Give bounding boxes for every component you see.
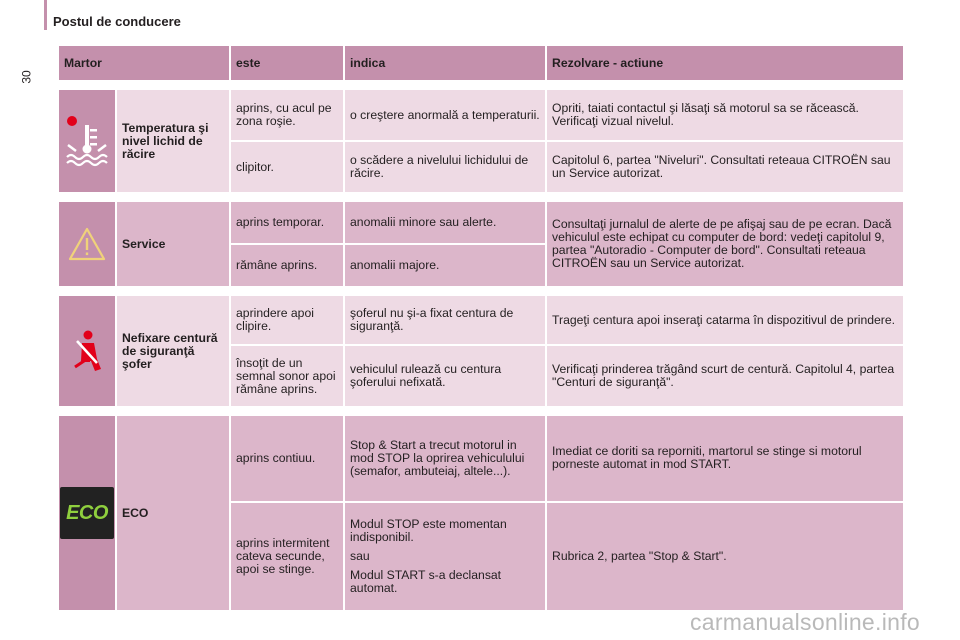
cell-indica [343, 501, 545, 610]
cell-este: însoţit de un semnal sonor apoi rămâne aprins. [229, 344, 343, 406]
cell-este: rămâne aprins. [229, 243, 343, 286]
cell-indica: anomalii majore. [343, 243, 545, 286]
indica-line: Modul STOP este momentan indisponibil. [350, 516, 507, 544]
warning-name-service: Service [115, 200, 229, 286]
cell-rezolvare: Consultaţi jurnalul de alerte de pe afişaj sau de pe ecran. Dacă vehiculul este echipat cu computer de bord: vedeţi capitolul 9, partea "Autoradio - Computer de bord". Consultati reteaua CITROËN sau un Service autorizat. [545, 200, 903, 286]
table-row [57, 294, 903, 344]
table-row [57, 200, 903, 243]
table-row [57, 414, 903, 501]
coolant-temperature-icon [64, 115, 110, 167]
page-number: 30 [19, 70, 34, 84]
cell-rezolvare: Verificaţi prinderea trăgând scurt de centură. Capitolul 4, partea "Centuri de siguranţă". [545, 344, 903, 406]
cell-este: clipitor. [229, 140, 343, 192]
cell-indica: o creştere anormală a temperaturii. [343, 88, 545, 140]
eco-icon: ECO [60, 487, 114, 539]
cell-este: aprins, cu acul pe zona roşie. [229, 88, 343, 140]
warning-name-temperature: Temperatura şi nivel lichid de răcire [115, 88, 229, 192]
cell-rezolvare: Capitolul 6, partea "Niveluri". Consultati reteaua CITROËN sau un Service autorizat. [545, 140, 903, 192]
cell-rezolvare: Trageţi centura apoi inseraţi catarma în dispozitivul de prindere. [545, 294, 903, 344]
cell-indica: vehiculul rulează cu centura şoferului nefixată. [343, 344, 545, 406]
cell-este: aprins contiuu. [229, 414, 343, 501]
cell-este: aprins temporar. [229, 200, 343, 243]
cell-indica: o scădere a nivelului lichidului de răcire. [343, 140, 545, 192]
column-header-martor: Martor [57, 44, 229, 80]
indica-line: Modul START s-a declansat automat. [350, 567, 502, 595]
column-header-este: este [229, 44, 343, 80]
column-header-rezolvare: Rezolvare - actiune [545, 44, 903, 80]
section-title: Postul de conducere [53, 14, 181, 29]
seatbelt-icon-cell [57, 294, 115, 406]
eco-icon-cell [57, 414, 115, 610]
cell-indica: Stop & Start a trecut motorul in mod STOP la oprirea vehiculului (semafor, ambuteiaj, altele...). [343, 414, 545, 501]
cell-este: aprins intermitent cateva secunde, apoi se stinge. [229, 501, 343, 610]
seatbelt-icon [67, 329, 107, 373]
column-header-indica: indica [343, 44, 545, 80]
cell-rezolvare: Rubrica 2, partea "Stop & Start". [545, 501, 903, 610]
cell-indica: şoferul nu şi-a fixat centura de siguranţă. [343, 294, 545, 344]
cell-indica: anomalii minore sau alerte. [343, 200, 545, 243]
indica-line: sau [350, 548, 370, 563]
cell-rezolvare: Opriti, taiati contactul şi lăsaţi să motorul sa se răcească. Verificaţi vizual nivelul. [545, 88, 903, 140]
cell-rezolvare: Imediat ce doriti sa reporniti, martorul se stinge si motorul porneste automat in mod START. [545, 414, 903, 501]
coolant-temperature-icon-cell [57, 88, 115, 192]
warning-lights-table [57, 44, 903, 610]
service-warning-icon-cell [57, 200, 115, 286]
warning-name-eco: ECO [115, 414, 229, 610]
warning-name-seatbelt: Nefixare centură de siguranţă şofer [115, 294, 229, 406]
watermark: carmanualsonline.info [689, 609, 920, 635]
table-row [57, 88, 903, 140]
service-warning-icon [67, 226, 107, 262]
table-header-row [57, 44, 903, 80]
section-marker-bar [44, 0, 47, 30]
cell-este: aprindere apoi clipire. [229, 294, 343, 344]
